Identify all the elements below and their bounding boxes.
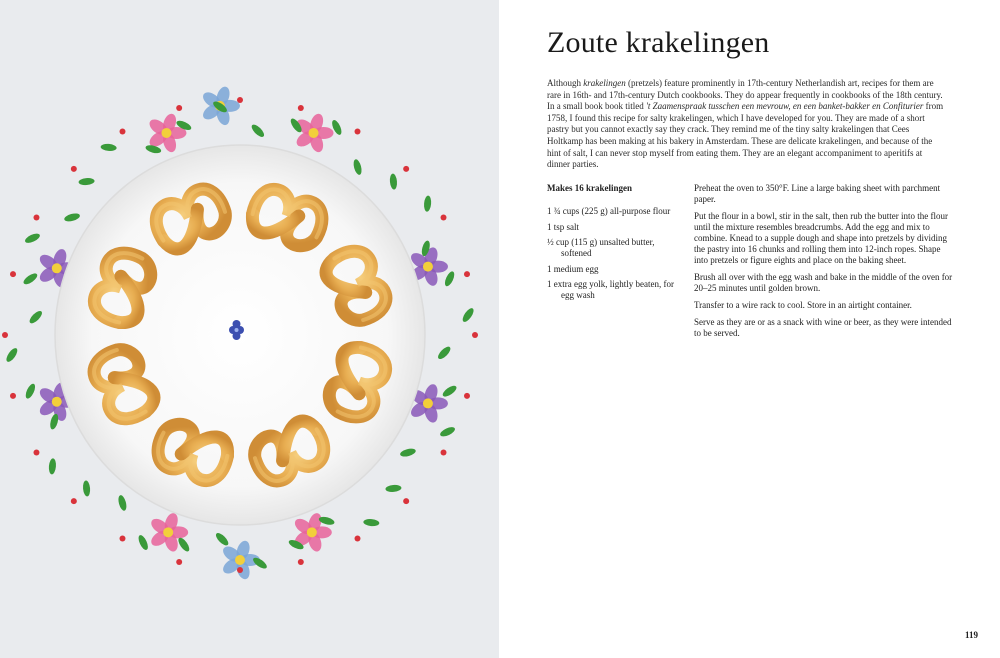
embroidered-dot	[33, 450, 39, 456]
method-step: Preheat the oven to 350°F. Line a large baking sheet with parchment paper.	[694, 183, 941, 204]
page-number: 119	[964, 630, 978, 640]
recipe-page	[499, 0, 1000, 658]
embroidered-dot	[176, 559, 182, 565]
embroidered-dot	[355, 536, 361, 542]
embroidered-dot	[10, 271, 16, 277]
embroidered-dot	[464, 393, 470, 399]
ingredient-item: 1 tsp salt	[547, 221, 580, 232]
embroidered-dot	[298, 559, 304, 565]
embroidered-dot	[176, 105, 182, 111]
method-step: Serve as they are or as a snack with wine or beer, as they were intended to be served.	[694, 317, 952, 338]
flower-center	[423, 262, 433, 272]
ingredient-item: 1 medium egg	[547, 263, 599, 274]
flower-center	[307, 527, 317, 537]
flower-center	[423, 398, 433, 408]
embroidered-dot	[298, 105, 304, 111]
embroidered-dot	[2, 332, 8, 338]
ingredient-item: 1 ¾ cups (225 g) all-purpose flour	[547, 206, 671, 216]
embroidered-dot	[33, 215, 39, 221]
embroidered-dot	[71, 166, 77, 172]
embroidered-dot	[441, 215, 447, 221]
flower-center	[52, 263, 62, 273]
embroidered-dot	[403, 498, 409, 504]
pretzels-on-plate-illustration	[0, 0, 499, 658]
ingredient-list	[547, 206, 682, 306]
yield-heading: Makes 16 krakelingen	[547, 183, 633, 193]
recipe-intro: Although krakelingen (pretzels) feature prominently in 17th-century Netherlandish art, recipes for them are rare in 16th- and 17th-century Dutch cookbooks. They do appear frequently in cookbooks of the 18th century. In a small book book titled 't Zaamenspraak tusschen een mevrouw, en een banket-bakker en Confiturier from 1758, I found this recipe for salty krakelingen, which I have developed for you. They are made of a short pastry but you cannot exactly say they crack. They remind me of the tiny salty krakelingen that Cees Holtkamp has been making at his bakery in Amsterdam. These are delicate krakelingen, and because of the hint of salt, I can never stop myself from eating them. They are an elegant accompaniment to aperitifs at dinner parties.	[547, 78, 944, 170]
flower-center	[309, 128, 319, 138]
embroidered-dot	[441, 450, 447, 456]
flower-center	[161, 128, 171, 138]
ingredient-item: ½ cup (115 g) unsalted butter, softened	[547, 237, 655, 258]
pretzels-photo	[0, 0, 499, 658]
ingredient-item: 1 extra egg yolk, lightly beaten, for egg wash	[547, 279, 674, 300]
embroidered-dot	[120, 536, 126, 542]
flower-center	[163, 527, 173, 537]
method-step: Put the flour in a bowl, stir in the salt, then rub the butter into the flour until the mixture resembles breadcrumbs. Add the egg and mix to combine. Knead to a supple dough and shape into pretzels by dividing the pastry into 16 chunks and rolling them into 12-inch ropes. Shape into pretzels or figure eights and place on the baking sheet.	[694, 211, 948, 265]
embroidered-dot	[71, 498, 77, 504]
method-step: Transfer to a wire rack to cool. Store in an airtight container.	[694, 300, 912, 310]
embroidered-dot	[120, 128, 126, 134]
flower-center	[235, 555, 245, 565]
method-step: Brush all over with the egg wash and bake in the middle of the oven for 20–25 minutes until golden brown.	[694, 272, 953, 293]
embroidered-dot	[237, 567, 243, 573]
flower-center	[52, 397, 62, 407]
recipe-title: Zoute krakelingen	[547, 26, 770, 59]
method-steps	[694, 183, 956, 345]
embroidered-dot	[464, 271, 470, 277]
embroidered-dot	[403, 166, 409, 172]
embroidered-dot	[237, 97, 243, 103]
embroidered-dot	[10, 393, 16, 399]
embroidered-dot	[355, 128, 361, 134]
embroidered-dot	[472, 332, 478, 338]
